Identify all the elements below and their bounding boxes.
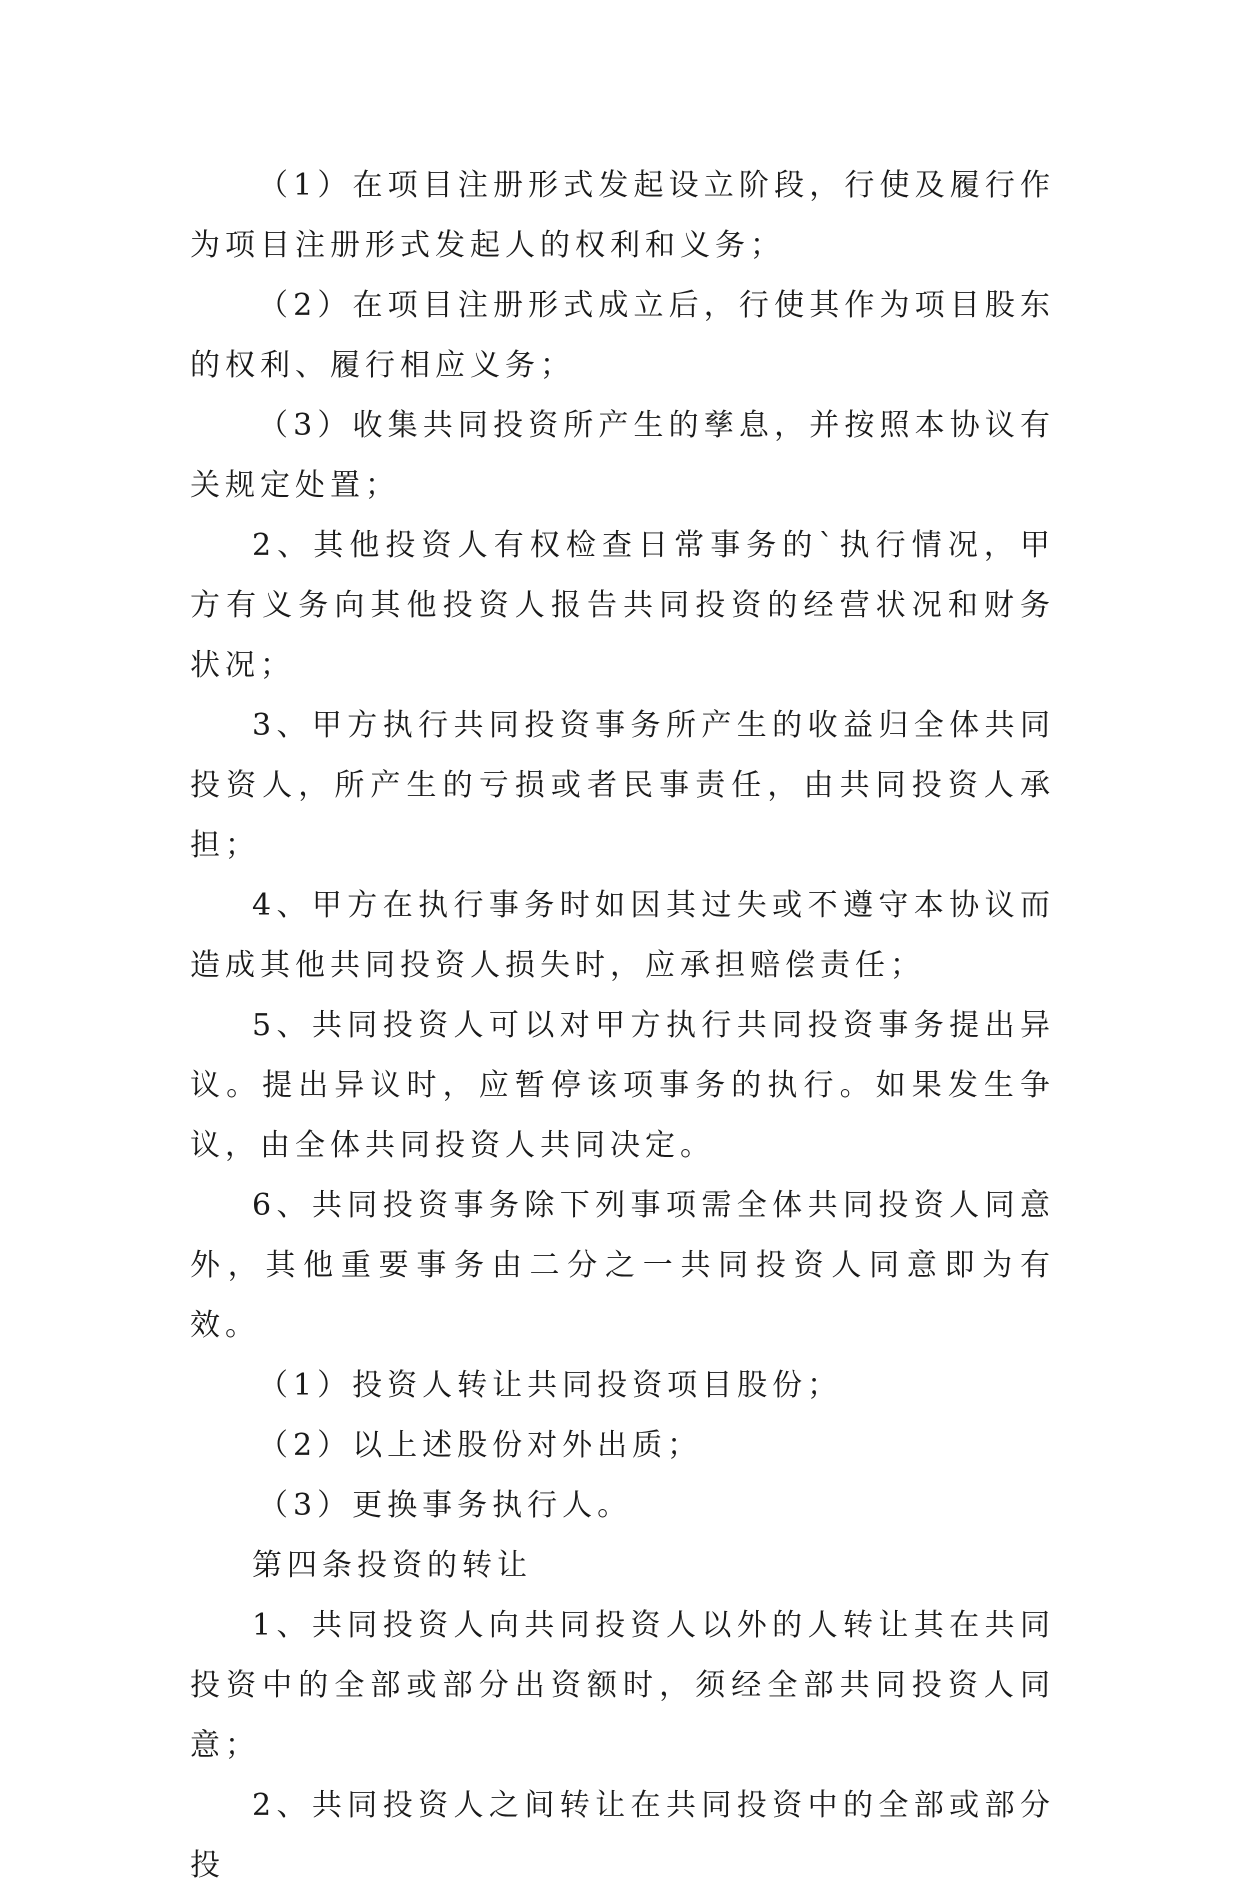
document-body <box>190 156 1055 1896</box>
paragraph-item-1: （1）在项目注册形式发起设立阶段，行使及履行作为项目注册形式发起人的权利和义务； <box>190 168 1055 263</box>
section-heading-article-4: 第四条投资的转让 <box>252 1548 532 1583</box>
paragraph-clause-6: 6、共同投资事务除下列事项需全体共同投资人同意外，其他重要事务由二分之一共同投资人同意即为有效。 <box>190 1188 1055 1343</box>
paragraph-clause-4: 4、甲方在执行事务时如因其过失或不遵守本协议而造成其他共同投资人损失时，应承担赔偿责任； <box>190 888 1055 983</box>
paragraph-item-2: （2）在项目注册形式成立后，行使其作为项目股东的权利、履行相应义务； <box>190 288 1055 383</box>
paragraph-clause-2: 2、其他投资人有权检查日常事务的`执行情况，甲方有义务向其他投资人报告共同投资的经营状况和财务状况； <box>190 528 1055 683</box>
paragraph-subitem-1: （1）投资人转让共同投资项目股份； <box>258 1368 843 1403</box>
paragraph-transfer-2: 2、共同投资人之间转让在共同投资中的全部或部分投 <box>190 1788 1055 1883</box>
paragraph-clause-5: 5、共同投资人可以对甲方执行共同投资事务提出异议。提出异议时，应暂停该项事务的执行。如果发生争议，由全体共同投资人共同决定。 <box>190 1008 1055 1163</box>
paragraph-clause-3: 3、甲方执行共同投资事务所产生的收益归全体共同投资人，所产生的亏损或者民事责任，由共同投资人承担； <box>190 708 1055 863</box>
paragraph-subitem-2: （2）以上述股份对外出质； <box>258 1428 703 1463</box>
paragraph-transfer-1: 1、共同投资人向共同投资人以外的人转让其在共同投资中的全部或部分出资额时，须经全部共同投资人同意； <box>190 1608 1055 1763</box>
paragraph-item-3: （3）收集共同投资所产生的孳息，并按照本协议有关规定处置； <box>190 408 1055 503</box>
paragraph-subitem-3: （3）更换事务执行人。 <box>258 1488 633 1523</box>
